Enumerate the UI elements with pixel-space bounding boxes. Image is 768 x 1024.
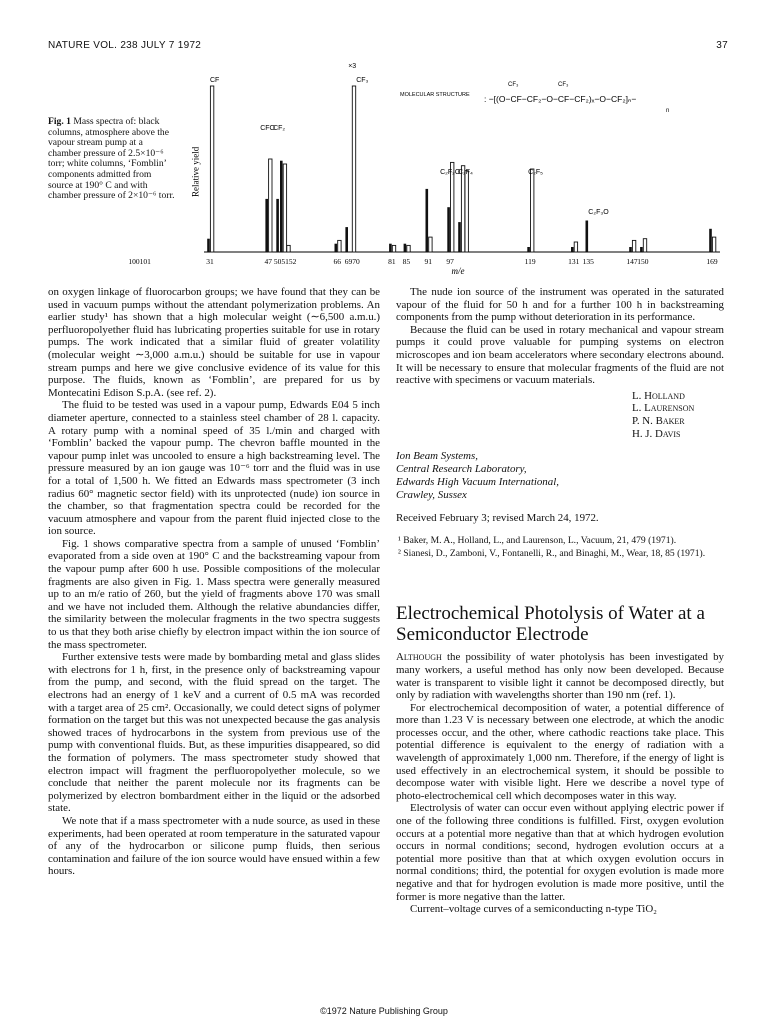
affiliation-line: Central Research Laboratory, <box>396 463 527 476</box>
bar-atmosphere <box>571 247 574 252</box>
bar-atmosphere <box>447 207 450 252</box>
tick-label: 150 <box>637 257 649 266</box>
tick-label: 31 <box>206 257 214 266</box>
molecular-structure-label: MOLECULAR STRUCTURE <box>400 92 470 98</box>
bar-fomblin <box>531 169 534 252</box>
x-axis-label: m/e <box>451 266 465 276</box>
figure-caption <box>48 117 176 202</box>
paragraph: We note that if a mass spectrometer with a nude source, as used in these experiments, had been operated at room temperature in the saturated vapour of any of the hydrocarbon or silicone pump fluids, then serious contamination and failure of the ion source would have ensued within a few hours. <box>48 814 380 878</box>
bar-fomblin <box>465 171 468 252</box>
tick-label: 97 <box>446 257 454 266</box>
received-date: Received February 3; revised March 24, 1972. <box>396 512 599 525</box>
bar-fomblin <box>269 159 272 252</box>
peak-label: CF₂ <box>273 125 286 132</box>
affiliation-line: Crawley, Sussex <box>396 489 467 502</box>
bar-fomblin <box>338 240 341 252</box>
journal-header: NATURE VOL. 238 JULY 7 1972 <box>48 40 202 51</box>
figure-caption-label: Fig. 1 <box>48 116 71 127</box>
bar-atmosphere <box>389 244 392 252</box>
tick-label: 119 <box>524 257 536 266</box>
figure-caption-text: Mass spectra of: black columns, atmosphere above the vapour stream pump at a chamber pressure of 2.5×10⁻⁶ torr; white columns, ‘Fomblin’ components admitted from source at 190° C and with chamber pressure of 2×10⁻⁶ torr. <box>48 116 175 202</box>
bar-atmosphere <box>280 161 283 252</box>
bar-atmosphere <box>709 229 712 252</box>
molecular-structure-formula: : −[(O−CF−CF₂−O−CF−CF₂)ₓ−O−CF₂]ₙ− <box>484 94 637 104</box>
bar-atmosphere <box>527 247 530 252</box>
bar-fomblin <box>352 86 355 252</box>
bar-fomblin <box>574 242 577 252</box>
peak-label: C₂F₂O <box>440 169 461 176</box>
peak-label: ×3 <box>348 63 357 70</box>
paragraph: The nude ion source of the instrument was operated in the saturated vapour of the fluid for 50 h and for a further 100 h in backstreaming components from the pump without deterioration in its performance. <box>396 286 724 324</box>
structure-cf3-b: CF₃ <box>558 82 569 88</box>
peak-label: CF <box>210 77 220 84</box>
author-list <box>396 390 724 440</box>
bar-fomblin <box>287 245 290 252</box>
peak-label: C₂F₅ <box>528 169 543 176</box>
author-name: H. J. Davis <box>632 427 681 440</box>
bar-fomblin <box>712 237 715 252</box>
page-number: 37 <box>716 40 728 51</box>
structure-cf3-a: CF₃ <box>508 82 519 88</box>
bar-fomblin <box>210 86 213 252</box>
lead-word: Although <box>396 651 442 664</box>
tick-label: 135 <box>582 257 594 266</box>
tick-label: 6970 <box>344 257 360 266</box>
paragraph: Because the fluid can be used in rotary mechanical and vapour stream pumps it could prove valuable for pumping systems on electron microscopes and ion beam accelerators where secondary electrons abound. It will be necessary to ensure that molecular fragments of the fluid are not reactive with specimens or vacuum materials. <box>396 323 724 387</box>
reference-item: ² Sianesi, D., Zamboni, V., Fontanelli, R., and Binaghi, M., Wear, 18, 85 (1971). <box>398 547 706 559</box>
peak-label: C₂F₃O <box>588 209 609 216</box>
tick-label: 81 <box>388 257 396 266</box>
bar-atmosphere <box>265 199 268 252</box>
paragraph-text: the possibility of water photolysis has been investigated by many workers, a useful method has only now been developed. Because water is transparent to visible light it cannot be decomposed directly, but only by radiation with wavelengths shorter than 190 nm (ref. 1). <box>396 651 724 702</box>
paragraph: on oxygen linkage of fluorocarbon groups; we have found that they can be used in vacuum pumps without the attendant polymerization problems. An earlier study¹ has shown that a high molecular weight (∼6,500 a.m.u.) perfluoropolyether fluid has lubricating properties suitable for use in rotary pumps. The work indicated that a similar fluid of greater volatility (molecular weight ∼3,000 a.m.u.) should be suitable for use in vapour stream pumps and here we give conclusive evidence of its value for this purpose. The fluids, known as ‘Fomblin’, are prepared for us by Montecatini Edison S.p.A. (see ref. 2). <box>48 286 380 399</box>
author-name: L. Laurenson <box>632 402 695 415</box>
bar-atmosphere <box>345 227 348 252</box>
peak-label: CF₃ <box>356 77 369 84</box>
bar-fomblin <box>643 239 646 252</box>
tick-label: 147 <box>626 257 638 266</box>
tick-label: 100101 <box>128 257 151 266</box>
tick-label: 131 <box>568 257 580 266</box>
bar-atmosphere <box>276 199 279 252</box>
right-column <box>396 286 724 916</box>
paragraph: Fig. 1 shows comparative spectra from a sample of unused ‘Fomblin’ evaporated from a side oven at 190° C and the backstreaming vapour from the vapour pump after 600 h use. Possible compositions of the molecular fragments are also given in Fig. 1. Mass spectra were generally measured up to an m/e ratio of 260, but the yield of fragments above 170 was small and we have not included them. Although the relative abundancies differ, the similarity between the molecular fragments in the two spectra suggests to us that they both arise chiefly by electron impact within the ion source of the mass spectrometer. <box>48 537 380 651</box>
bar-atmosphere <box>404 244 407 252</box>
bar-fomblin <box>632 240 635 252</box>
affiliation-line: Edwards High Vacuum International, <box>396 476 559 489</box>
bar-atmosphere <box>335 244 338 252</box>
bar-atmosphere <box>640 247 643 252</box>
paragraph: Current–voltage curves of a semiconducting n-type TiO₂ <box>410 903 657 916</box>
y-axis-label: Relative yield <box>190 146 201 197</box>
paragraph: The fluid to be tested was used in a vapour pump, Edwards E04 5 inch diameter aperture, connected to a stainless steel chamber of 28 l. capacity. A rotary pump with a nominal speed of 35 l./min and charged with ‘Fomblin’ backed the vapour pump. The chevron baffle mounted in the vapour pump inlet was uncooled to ensure a high backstreaming level. The pressure measured by an ion gauge was 10⁻⁶ torr and the fluid was in use for a total of 1,500 h. We fitted an Edwards mass spectrometer (3 inch radius 60° magnetic sector field) with its unprotected (nude) ion source in the chamber, so that fragmentation spectra could be recorded for the vacuum atmosphere and vapour from the parent fluid injected close to the ion source. <box>48 399 380 538</box>
paragraph: Electrolysis of water can occur even without applying electric power if one of the following three conditions is fulfilled. First, oxygen evolution occurs at a potential more negative than that at which hydrogen evolution occurs in normal conditions; second, hydrogen evolution occurs at a potential more positive than that at which oxygen evolution occurs in normal conditions; third, the potential for oxygen evolution is made more negative and that for hydrogen evolution is made more positive, until the former is more negative than the latter. <box>396 802 724 903</box>
bar-atmosphere <box>426 189 429 252</box>
paragraph <box>396 651 724 701</box>
bar-atmosphere <box>207 239 210 252</box>
paragraph: For electrochemical decomposition of water, a potential difference of more than 1.23 V is necessary between one electrode, at which the anodic processes occur, and the other, where cathodic reactions take place. This potential difference is equivalent to the energy of radiation with a wavelength of approximately 1,000 nm. Therefore, if the energy of light is used effectively in an electrochemical system, it should be possible to decompose water with visible light. Here we describe a novel type of photo-electrochemical cell which decomposes water in this way. <box>396 701 724 802</box>
left-column <box>48 286 380 878</box>
tick-label-group <box>128 257 718 266</box>
copyright-footer: ©1972 Nature Publishing Group <box>320 1006 448 1016</box>
reference-item: ¹ Baker, M. A., Holland, L., and Laurenson, L., Vacuum, 21, 479 (1971). <box>398 534 677 546</box>
bar-atmosphere <box>629 247 632 252</box>
bar-fomblin <box>461 166 464 252</box>
tick-label: 169 <box>706 257 718 266</box>
paragraph: Further extensive tests were made by bombarding metal and glass slides with electrons for 1 h, first, in the presence only of backstreaming vapour from the pump, and second, with the fluid spread on the target. The electrons had an energy of 1 keV and a current of 0.5 mA was recorded with a target area of 25 cm². Occasionally, we could detect signs of polymer formation on the target but this was not unexpected because the gas analysis showed traces of hydrocarbons in the system from previous use of the pump with conventional fluids. But, as these impurities disappeared, so did the formation of polymers. The mass spectrometer study showed that electron impact will fragment the perfluoropolyether molecule, so we conclude that neither the parent molecule nor its fragments can be polymerized by electron bombardment either in the liquid or the adsorbed state. <box>48 651 380 815</box>
tick-label: 505152 <box>273 257 297 266</box>
bar-atmosphere <box>458 222 461 252</box>
tick-label: 91 <box>424 257 433 266</box>
tick-label: 66 <box>333 257 342 266</box>
tick-label: 85 <box>402 257 411 266</box>
peak-label: CFO <box>260 125 275 132</box>
article-title: Electrochemical Photolysis of Water at a Semiconductor Electrode <box>396 603 705 646</box>
bar-fomblin <box>407 245 410 252</box>
bar-fomblin <box>392 245 395 252</box>
peak-label: C₂F₄ <box>458 169 473 176</box>
affiliation-line: Ion Beam Systems, <box>396 450 478 463</box>
structure-subscript-n: n <box>666 108 670 114</box>
bar-atmosphere <box>586 221 589 253</box>
bar-fomblin <box>283 164 286 252</box>
mass-spectrum-chart <box>128 62 726 278</box>
author-name: P. N. Baker <box>632 414 685 427</box>
reference-list <box>396 536 724 560</box>
author-name: L. Holland <box>632 389 685 402</box>
affiliation <box>396 450 724 502</box>
tick-label: 47 <box>264 257 272 266</box>
bar-fomblin <box>429 237 432 252</box>
